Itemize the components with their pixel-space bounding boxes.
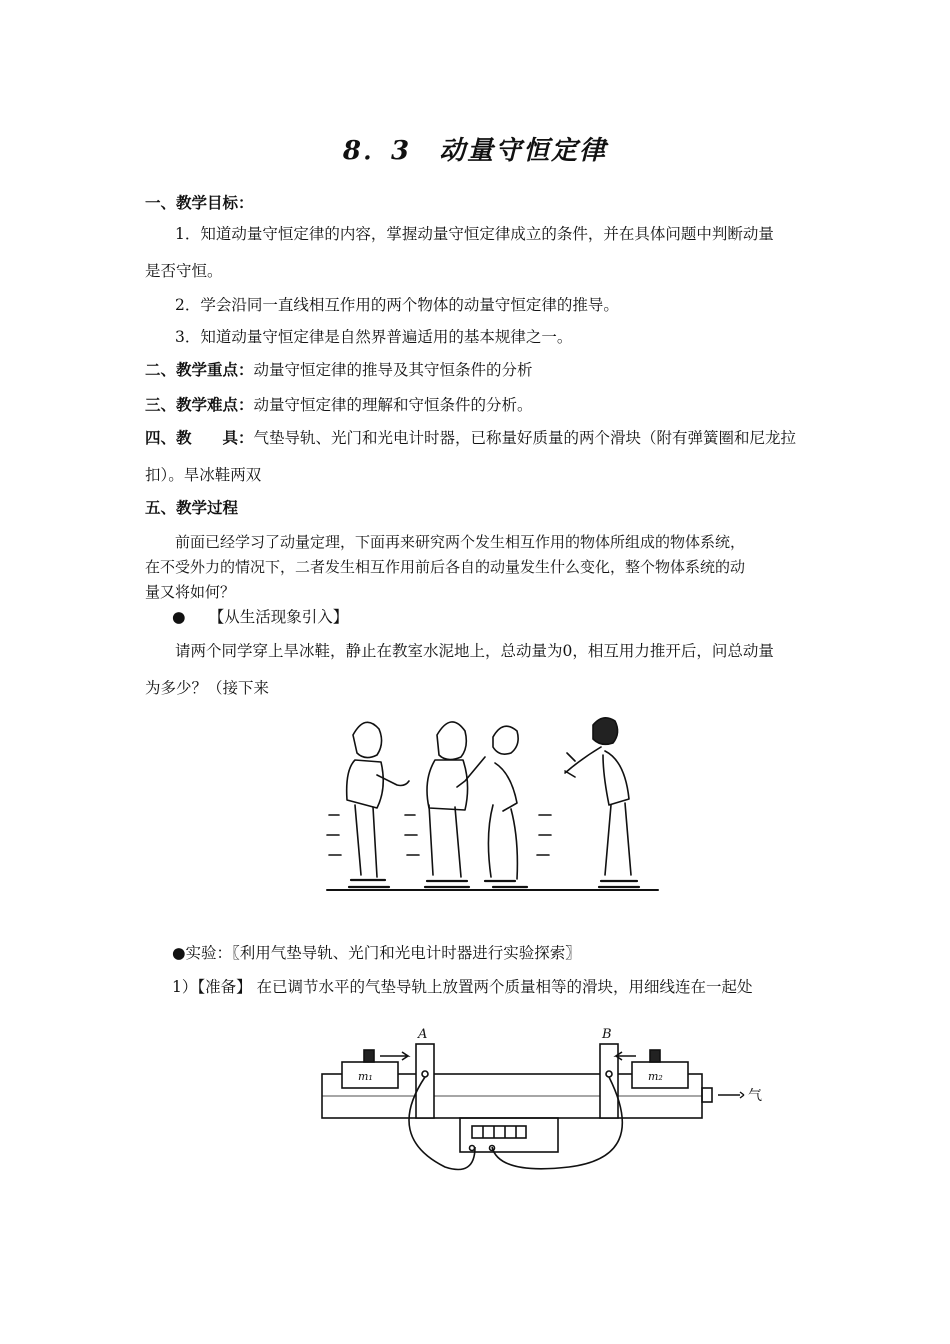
section-3-text: 动量守恒定律的理解和守恒条件的分析。 xyxy=(253,396,533,414)
section-2 xyxy=(145,360,533,380)
objective-1-line-2: 是否守恒。 xyxy=(145,262,223,280)
slider-1-label: m₁ xyxy=(358,1070,373,1083)
gate-b-label: B xyxy=(602,1027,612,1042)
air-label: 气 xyxy=(748,1088,762,1104)
section-3 xyxy=(145,395,533,415)
intro-para-line-3: 量又将如何？ xyxy=(145,583,236,601)
slider-2-label: m₂ xyxy=(648,1070,663,1083)
section-4-heading: 四、教 具： xyxy=(145,429,254,447)
life-para-line-2: 为多少？（接下来 xyxy=(145,679,270,697)
section-4-line-1 xyxy=(145,428,796,448)
bullet-life-intro: ● 【从生活现象引入】 xyxy=(172,608,349,626)
section-2-text: 动量守恒定律的推导及其守恒条件的分析 xyxy=(253,361,533,379)
step-1-line: 1）【准备】 在已调节水平的气垫导轨上放置两个质量相等的滑块，用细线连在一起处 xyxy=(172,978,753,996)
section-1-heading: 一、教学目标： xyxy=(145,194,254,212)
objective-3: 3．知道动量守恒定律是自然界普遍适用的基本规律之一。 xyxy=(175,328,573,346)
section-5-heading: 五、教学过程 xyxy=(145,499,239,517)
skaters-illustration xyxy=(325,705,660,895)
air-track-diagram xyxy=(320,1022,770,1182)
experiment-line: ●实验：〖利用气垫导轨、光门和光电计时器进行实验探索〗 xyxy=(172,944,581,962)
objective-2: 2．学会沿同一直线相互作用的两个物体的动量守恒定律的推导。 xyxy=(175,296,619,314)
gate-a-label: A xyxy=(418,1027,428,1042)
objective-1-line-1: 1．知道动量守恒定律的内容，掌握动量守恒定律成立的条件，并在具体问题中判断动量 xyxy=(175,225,774,243)
section-4-text: 气垫导轨、光门和光电计时器，已称量好质量的两个滑块（附有弹簧圈和尼龙拉 xyxy=(253,429,797,447)
life-para-line-1: 请两个同学穿上旱冰鞋，静止在教室水泥地上，总动量为0，相互用力推开后，问总动量 xyxy=(175,642,774,660)
intro-para-line-2: 在不受外力的情况下，二者发生相互作用前后各自的动量发生什么变化，整个物体系统的动 xyxy=(145,558,746,576)
page-title: 8．3 动量守恒定律 xyxy=(342,136,608,166)
intro-para-line-1: 前面已经学习了动量定理，下面再来研究两个发生相互作用的物体所组成的物体系统， xyxy=(175,533,746,551)
section-4-line-2: 扣）。旱冰鞋两双 xyxy=(145,466,262,484)
section-2-heading: 二、教学重点： xyxy=(145,361,254,379)
section-3-heading: 三、教学难点： xyxy=(145,396,254,414)
